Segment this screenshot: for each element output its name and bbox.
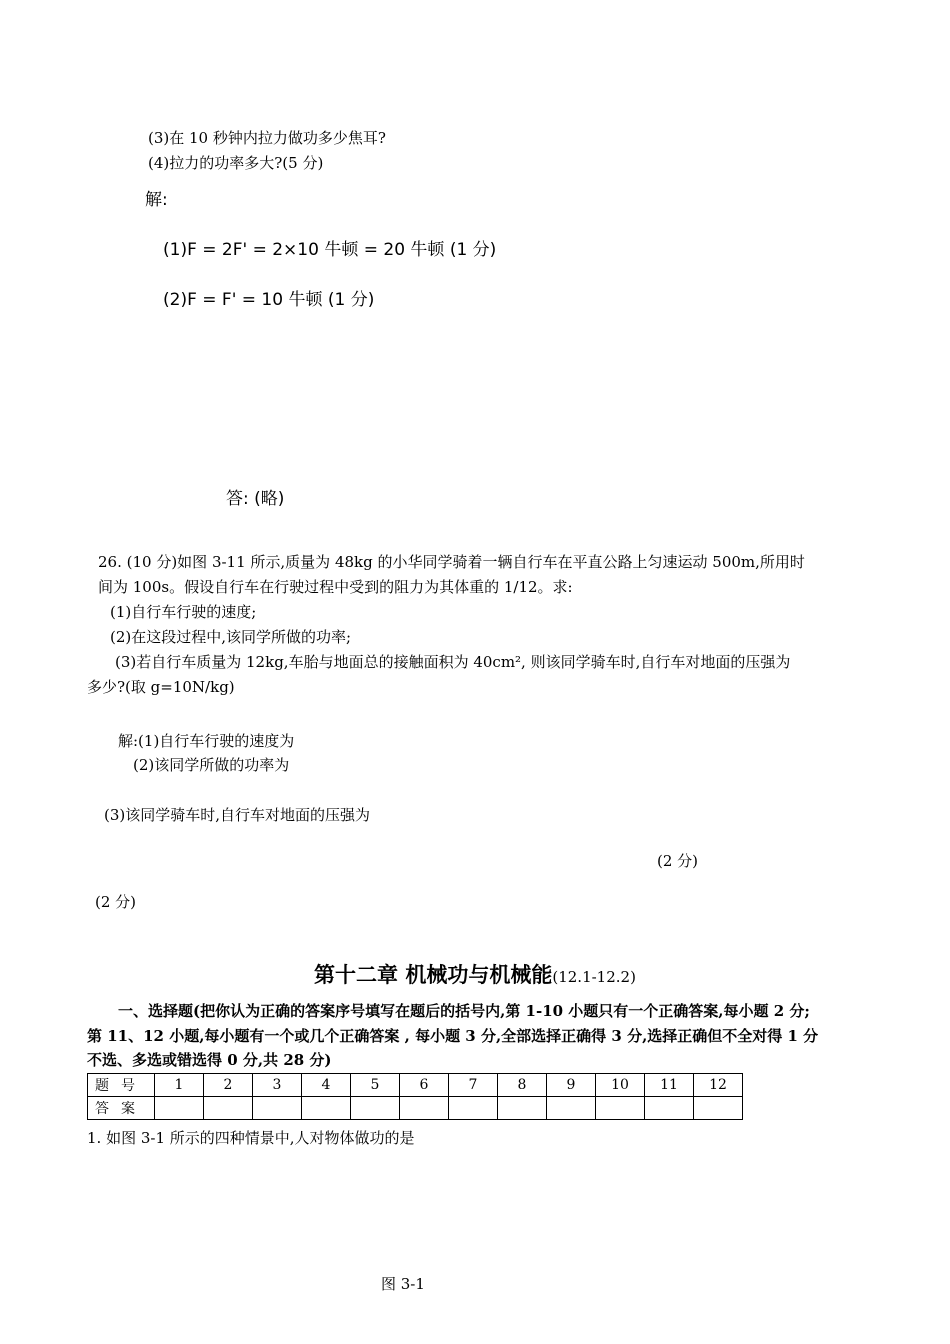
q26-sol1: 解:(1)自行车行驶的速度为: [118, 732, 295, 750]
answer-table: [87, 1073, 743, 1120]
table-cell-answer[interactable]: [498, 1097, 547, 1120]
table-cell-answer[interactable]: [645, 1097, 694, 1120]
q25-solution-label: 解:: [145, 190, 168, 210]
table-cell-answer[interactable]: [351, 1097, 400, 1120]
figure-caption: 图 3-1: [381, 1275, 425, 1293]
table-cell-answer[interactable]: [204, 1097, 253, 1120]
table-cell-answer[interactable]: [547, 1097, 596, 1120]
table-cell-number: 6: [400, 1074, 449, 1097]
q26-score-left: (2 分): [95, 893, 137, 911]
section1-line3: 不选、多选或错选得 0 分,共 28 分): [87, 1051, 332, 1069]
table-cell-answer[interactable]: [155, 1097, 204, 1120]
table-cell-answer[interactable]: [694, 1097, 743, 1120]
table-cell-number: 7: [449, 1074, 498, 1097]
q26-sub2: (2)在这段过程中,该同学所做的功率;: [110, 628, 352, 646]
table-cell-answer[interactable]: [302, 1097, 351, 1120]
q25-step2: (2)F = F' = 10 牛顿 (1 分): [163, 290, 375, 310]
q25-step1: (1)F = 2F' = 2×10 牛顿 = 20 牛顿 (1 分): [163, 240, 497, 260]
table-cell-number: 4: [302, 1074, 351, 1097]
table-cell-answer[interactable]: [253, 1097, 302, 1120]
table-cell-answer[interactable]: [400, 1097, 449, 1120]
table-row-label: 答案: [88, 1097, 155, 1120]
chapter-title: [0, 960, 950, 992]
q26-sol3: (3)该同学骑车时,自行车对地面的压强为: [104, 806, 371, 824]
section1-line1: 一、选择题(把你认为正确的答案序号填写在题后的括号内,第 1-10 小题只有一个正确答案,每小题 2 分;: [118, 1002, 810, 1020]
q26-sol2: (2)该同学所做的功率为: [133, 756, 290, 774]
table-cell-number: 8: [498, 1074, 547, 1097]
table-row-answers: [88, 1097, 743, 1120]
q25-answer: 答: (略): [226, 489, 285, 509]
table-cell-number: 5: [351, 1074, 400, 1097]
table-cell-number: 9: [547, 1074, 596, 1097]
q26-sub1: (1)自行车行驶的速度;: [110, 603, 257, 621]
table-cell-answer[interactable]: [449, 1097, 498, 1120]
q26-score-right: (2 分): [657, 852, 699, 870]
q25-part4: (4)拉力的功率多大?(5 分): [148, 154, 324, 172]
table-cell-number: 1: [155, 1074, 204, 1097]
chapter-title-main: 第十二章 机械功与机械能: [314, 962, 553, 987]
q26-sub3-line2: 多少?(取 g=10N/kg): [87, 678, 235, 696]
q26-line1: 26. (10 分)如图 3-11 所示,质量为 48kg 的小华同学骑着一辆自行车在平直公路上匀速运动 500m,所用时: [98, 553, 805, 571]
table-cell-number: 11: [645, 1074, 694, 1097]
table-cell-number: 2: [204, 1074, 253, 1097]
table-cell-answer[interactable]: [596, 1097, 645, 1120]
q26-line2: 间为 100s。假设自行车在行驶过程中受到的阻力为其体重的 1/12。求:: [98, 578, 573, 596]
table-row-label: 题号: [88, 1074, 155, 1097]
table-row-numbers: [88, 1074, 743, 1097]
table-cell-number: 12: [694, 1074, 743, 1097]
table-cell-number: 10: [596, 1074, 645, 1097]
q25-part3: (3)在 10 秒钟内拉力做功多少焦耳?: [148, 129, 386, 147]
q1-text: 1. 如图 3-1 所示的四种情景中,人对物体做功的是: [87, 1129, 415, 1147]
q26-sub3-line1: (3)若自行车质量为 12kg,车胎与地面总的接触面积为 40cm², 则该同学骑车时,自行车对地面的压强为: [115, 653, 791, 671]
table-cell-number: 3: [253, 1074, 302, 1097]
section1-line2: 第 11、12 小题,每小题有一个或几个正确答案 , 每小题 3 分,全部选择正确得 3 分,选择正确但不全对得 1 分: [87, 1027, 819, 1045]
chapter-subtitle: (12.1-12.2): [552, 968, 636, 986]
